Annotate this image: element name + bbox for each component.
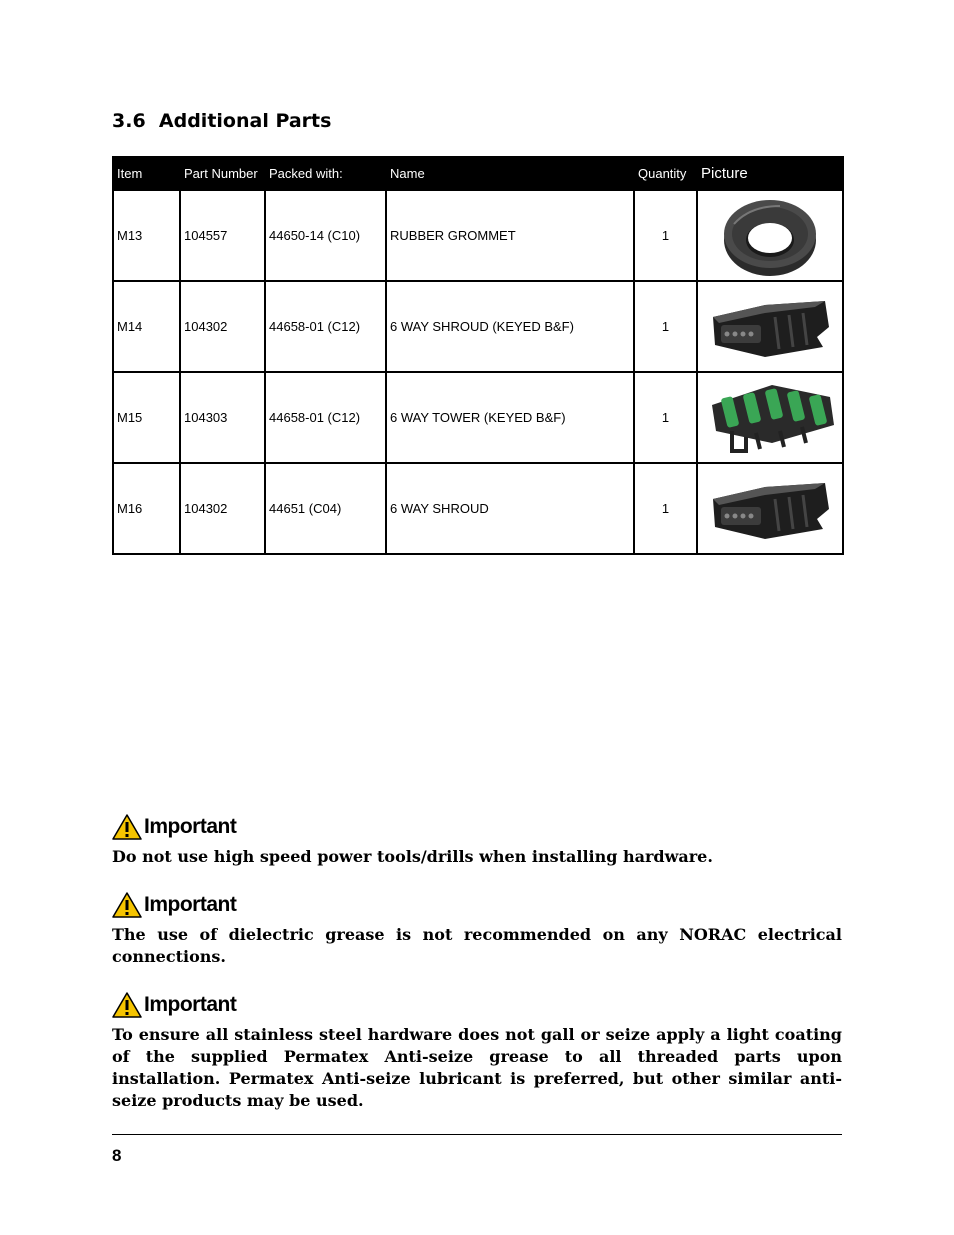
important-heading [112, 890, 842, 920]
table-row [113, 372, 843, 463]
important-text: To ensure all stainless steel hardware does not gall or seize apply a light coating of the supplied Permatex Anti-seize grease to all threaded parts upon installation. Permatex Anti-seize lubricant is preferred, but other similar anti-seize products may be used. [112, 1025, 842, 1110]
important-label: Important [144, 893, 237, 916]
cell-picture [697, 281, 843, 372]
footer-divider [112, 1134, 842, 1135]
important-notice [112, 890, 842, 968]
shroud-picture [705, 287, 835, 367]
parts-table [112, 156, 844, 555]
important-label: Important [144, 815, 237, 838]
cell-quantity: 1 [634, 190, 697, 281]
warning-icon [112, 892, 142, 918]
cell-item: M14 [113, 281, 180, 372]
important-label: Important [144, 993, 237, 1016]
cell-name: 6 WAY TOWER (KEYED B&F) [386, 372, 634, 463]
cell-part-number: 104302 [180, 281, 265, 372]
table-row [113, 190, 843, 281]
cell-item: M15 [113, 372, 180, 463]
section-title [112, 110, 331, 132]
header-item: Item [113, 157, 180, 190]
cell-name: 6 WAY SHROUD (KEYED B&F) [386, 281, 634, 372]
tower-picture [702, 375, 838, 461]
cell-packed-with: 44658-01 (C12) [265, 372, 386, 463]
important-text: Do not use high speed power tools/drills when installing hardware. [112, 847, 713, 866]
cell-name: 6 WAY SHROUD [386, 463, 634, 554]
table-header-row [113, 157, 843, 190]
cell-part-number: 104557 [180, 190, 265, 281]
cell-picture [697, 190, 843, 281]
important-text: The use of dielectric grease is not recommended on any NORAC electrical connections. [112, 925, 842, 966]
section-number: 3.6 [112, 110, 146, 132]
header-picture: Picture [697, 157, 843, 190]
section-title-text: Additional Parts [158, 110, 332, 132]
header-name: Name [386, 157, 634, 190]
table-row [113, 281, 843, 372]
warning-icon [112, 992, 142, 1018]
cell-packed-with: 44658-01 (C12) [265, 281, 386, 372]
warning-icon [112, 814, 142, 840]
important-heading [112, 812, 842, 842]
cell-picture [697, 372, 843, 463]
header-part-number: Part Number [180, 157, 265, 190]
grommet-picture [710, 194, 830, 278]
cell-name: RUBBER GROMMET [386, 190, 634, 281]
header-packed-with: Packed with: [265, 157, 386, 190]
cell-quantity: 1 [634, 463, 697, 554]
page-number: 8 [112, 1146, 122, 1165]
cell-quantity: 1 [634, 281, 697, 372]
table-row [113, 463, 843, 554]
cell-item: M13 [113, 190, 180, 281]
cell-packed-with: 44651 (C04) [265, 463, 386, 554]
header-quantity: Quantity [634, 157, 697, 190]
cell-picture [697, 463, 843, 554]
important-heading [112, 990, 842, 1020]
shroud-picture [705, 469, 835, 549]
cell-quantity: 1 [634, 372, 697, 463]
important-notice [112, 990, 842, 1112]
important-notice [112, 812, 842, 868]
cell-part-number: 104303 [180, 372, 265, 463]
cell-part-number: 104302 [180, 463, 265, 554]
cell-item: M16 [113, 463, 180, 554]
cell-packed-with: 44650-14 (C10) [265, 190, 386, 281]
